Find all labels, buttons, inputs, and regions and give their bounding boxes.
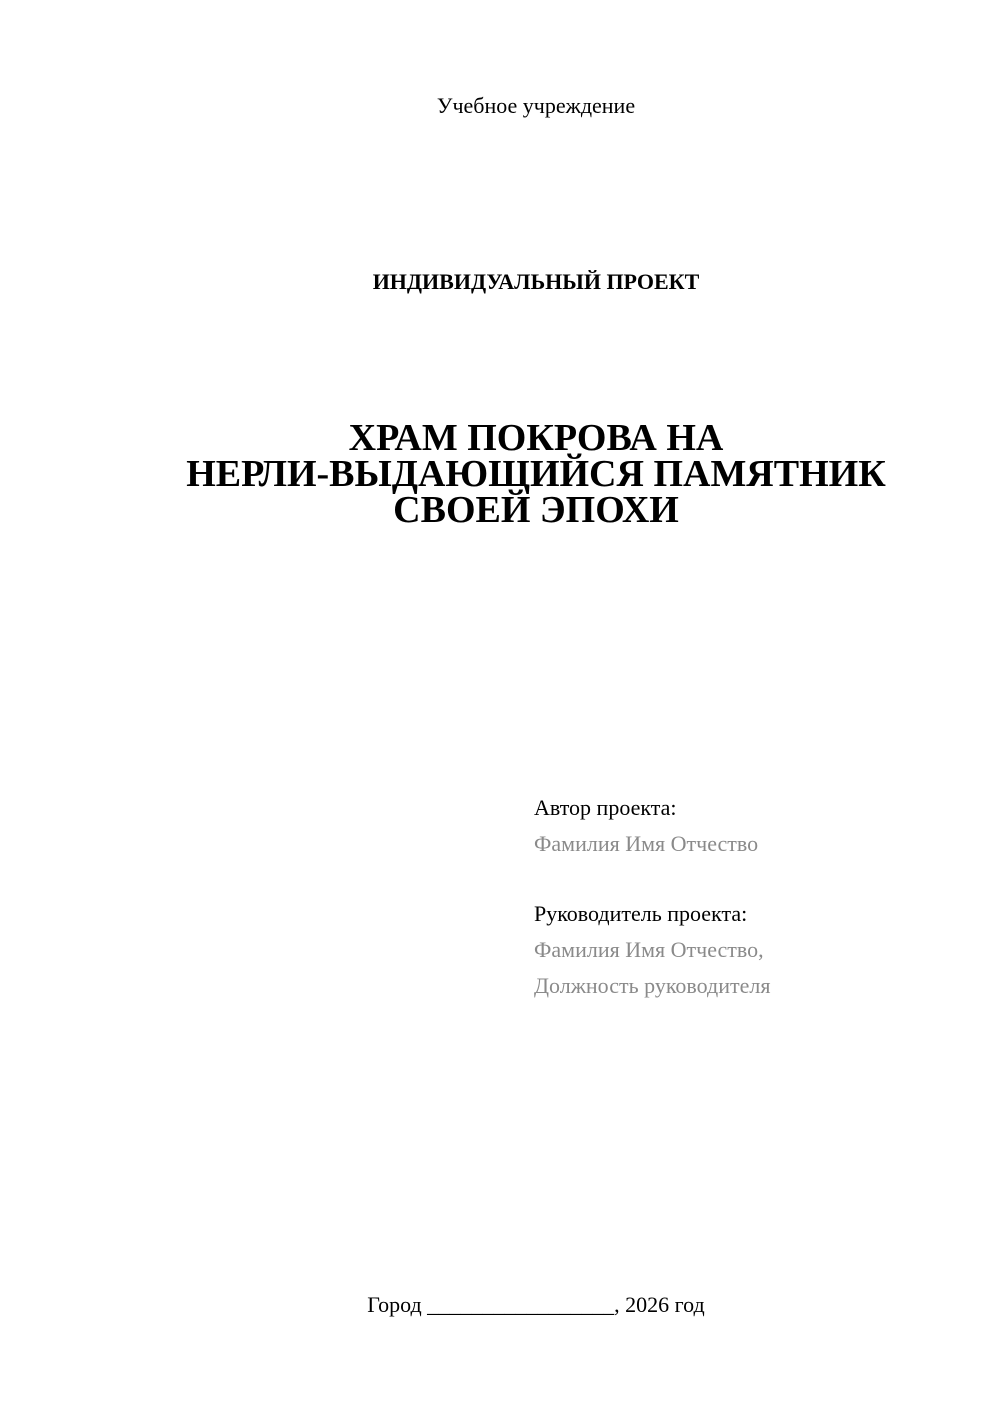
supervisor-name: Фамилия Имя Отчество, [534,937,764,962]
supervisor-label: Руководитель проекта: [534,901,748,926]
project-credits [534,790,974,1004]
author-label: Автор проекта: [534,795,677,820]
author-name: Фамилия Имя Отчество [534,831,759,856]
credits-spacer [534,862,974,896]
project-title [0,417,1000,531]
project-title-line-2: НЕРЛИ-ВЫДАЮЩИЙСЯ ПАМЯТНИК [186,453,886,495]
supervisor-position: Должность руководителя [534,973,771,998]
project-title-line-3: СВОЕЙ ЭПОХИ [393,489,679,531]
project-type-heading: ИНДИВИДУАЛЬНЫЙ ПРОЕКТ [372,269,700,294]
project-title-line-1: ХРАМ ПОКРОВА НА [348,417,724,459]
city-year-footer: Город _________________, 2026 год [367,1292,705,1317]
institution-name: Учебное учреждение [436,93,636,118]
